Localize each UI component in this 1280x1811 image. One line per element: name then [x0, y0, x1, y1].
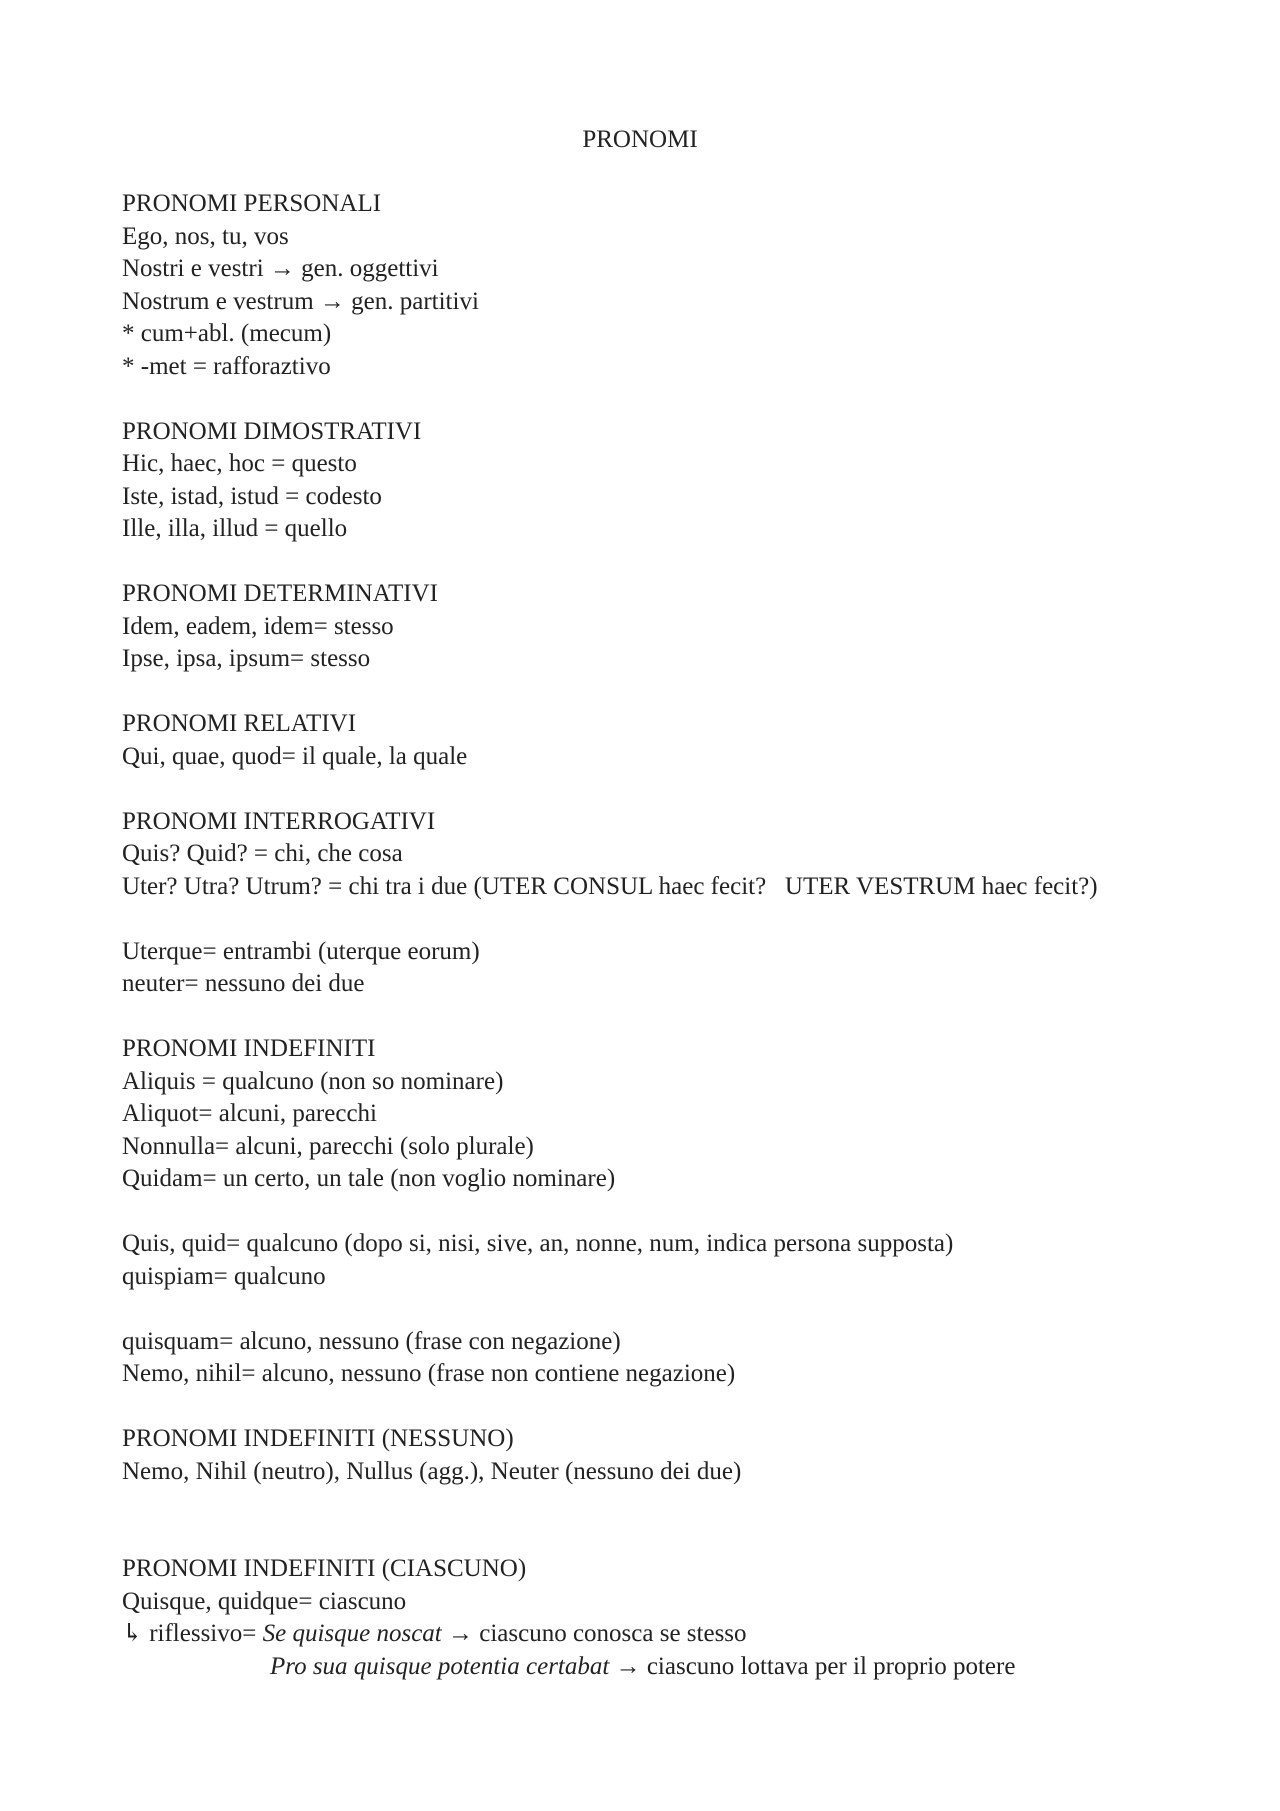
section-heading-interrogativi: PRONOMI INTERROGATIVI: [122, 807, 436, 835]
text-line: Aliquis = qualcuno (non so nominare): [122, 1067, 504, 1095]
section-heading-relativi: PRONOMI RELATIVI: [122, 710, 357, 737]
text-line-example: [122, 1651, 1242, 1684]
page-title: PRONOMI: [582, 126, 698, 153]
section-heading-indefiniti: PRONOMI INDEFINITI: [122, 1035, 376, 1062]
text-line: Aliquot= alcuni, parecchi: [122, 1100, 377, 1127]
text-line: Nostri e vestri → gen. oggettivi: [122, 255, 439, 282]
text-line: Nemo, Nihil (neutro), Nullus (agg.), Neuter (nessuno dei due): [122, 1457, 742, 1485]
section-heading-nessuno: PRONOMI INDEFINITI (NESSUNO): [122, 1425, 514, 1452]
text-line: Nemo, nihil= alcuno, nessuno (frase non contiene negazione): [122, 1360, 736, 1387]
latin-example: Pro sua quisque potentia certabat: [270, 1652, 610, 1680]
text-line-reflexive: [122, 1618, 1242, 1651]
text-line: Uterque= entrambi (uterque eorum): [122, 937, 480, 965]
text-line: Quis, quid= qualcuno (dopo si, nisi, sive, an, nonne, num, indica persona supposta): [122, 1230, 954, 1257]
text-line: quisquam= alcuno, nessuno (frase con negazione): [122, 1327, 621, 1355]
section-heading-determinativi: PRONOMI DETERMINATIVI: [122, 580, 438, 607]
text-line: quispiam= qualcuno: [122, 1262, 326, 1290]
text-line: Ille, illa, illud = quello: [122, 515, 348, 542]
translation: → ciascuno lottava per il proprio potere: [609, 1652, 1016, 1680]
text-line: * cum+abl. (mecum): [122, 320, 332, 347]
text-line: Iste, istad, istud = codesto: [122, 482, 382, 510]
return-arrow-icon: ↳: [122, 1620, 143, 1647]
text-line: Ego, nos, tu, vos: [122, 222, 289, 250]
section-heading-dimostrativi: PRONOMI DIMOSTRATIVI: [122, 417, 422, 445]
text-line: Uter? Utra? Utrum? = chi tra i due (UTER CONSUL haec fecit? UTER VESTRUM haec fecit?): [122, 872, 1098, 900]
text-line: Qui, quae, quod= il quale, la quale: [122, 742, 468, 770]
text-line: Idem, eadem, idem= stesso: [122, 612, 394, 640]
text-line: Nostrum e vestrum → gen. partitivi: [122, 287, 479, 315]
document-body: [122, 188, 1242, 1683]
translation: → ciascuno conosca se stesso: [441, 1620, 747, 1647]
text-line: neuter= nessuno dei due: [122, 970, 365, 997]
latin-example: Se quisque noscat: [262, 1620, 442, 1647]
reflexive-label: riflessivo=: [142, 1620, 263, 1647]
text-line: Nonnulla= alcuni, parecchi (solo plurale): [122, 1132, 534, 1160]
text-line: * -met = rafforaztivo: [122, 352, 331, 380]
section-heading-personali: PRONOMI PERSONALI: [122, 190, 382, 217]
text-line: Hic, haec, hoc = questo: [122, 450, 357, 477]
text-line: Ipse, ipsa, ipsum= stesso: [122, 645, 371, 672]
text-line: Quis? Quid? = chi, che cosa: [122, 840, 403, 867]
text-line: Quisque, quidque= ciascuno: [122, 1587, 407, 1615]
section-heading-ciascuno: PRONOMI INDEFINITI (CIASCUNO): [122, 1555, 527, 1582]
text-line: Quidam= un certo, un tale (non voglio nominare): [122, 1165, 616, 1192]
